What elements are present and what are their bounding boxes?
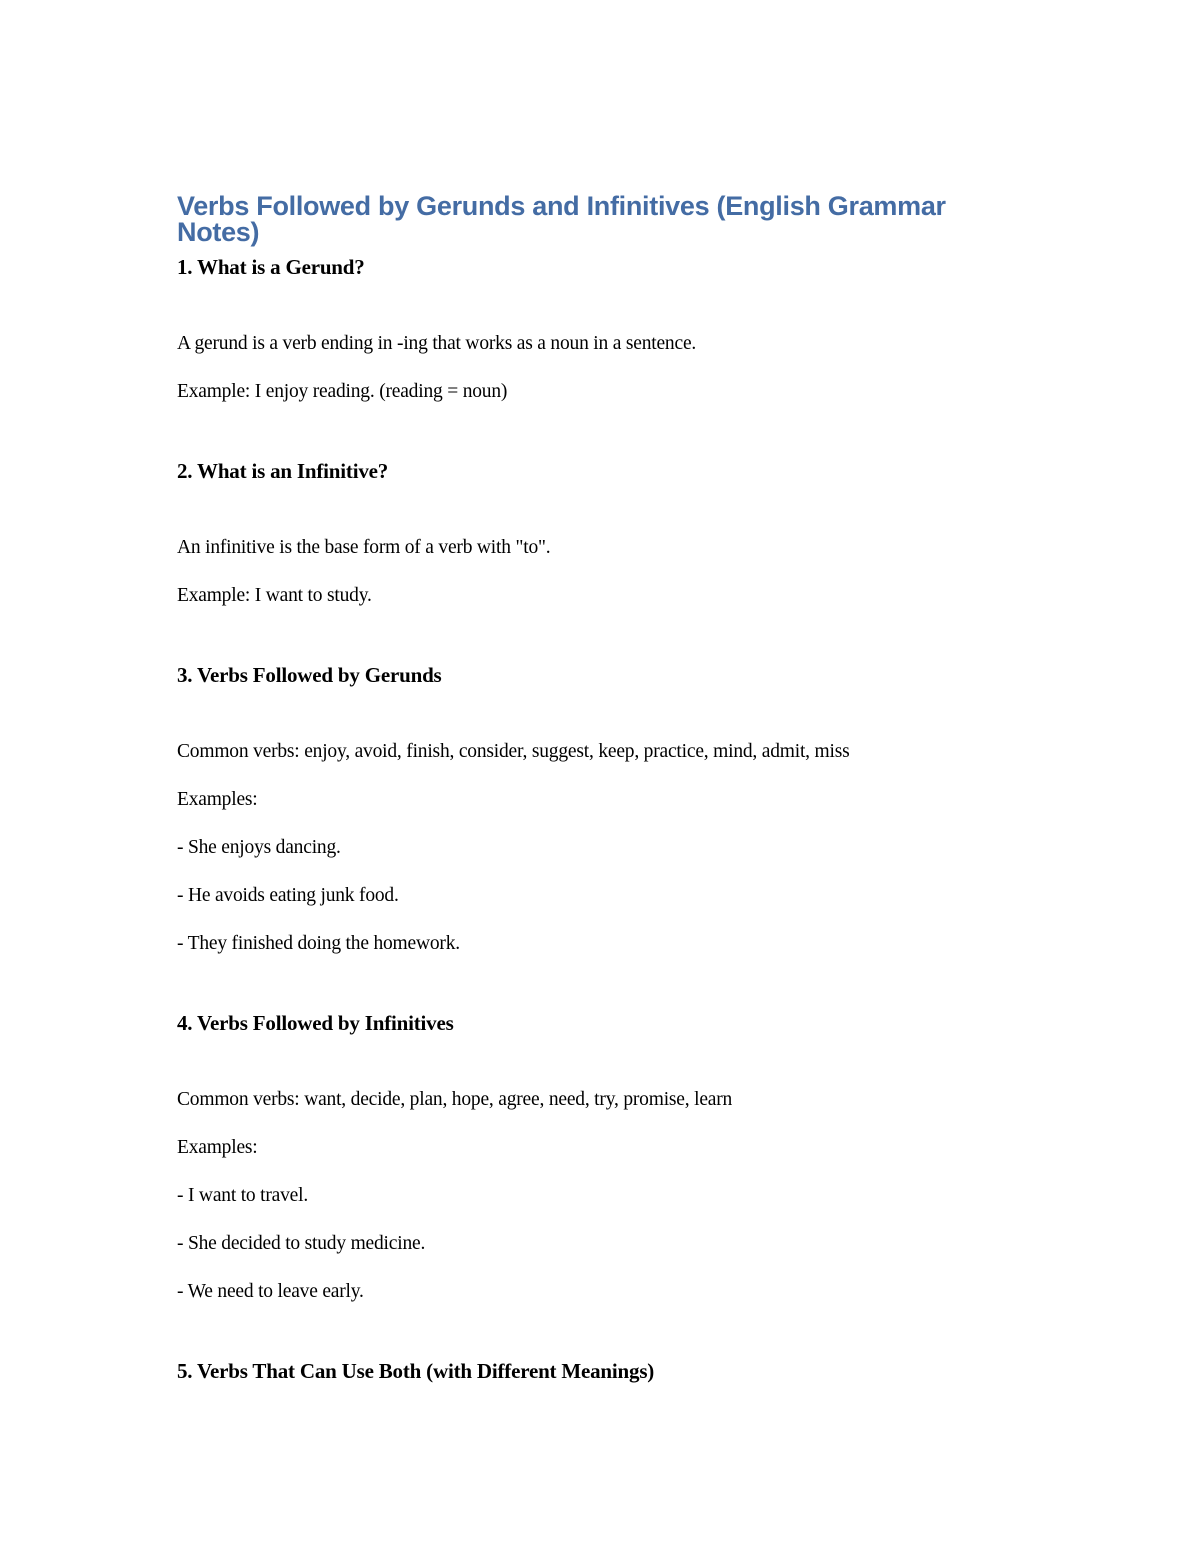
paragraph: - She enjoys dancing. (177, 837, 341, 858)
section-heading: 5. Verbs That Can Use Both (with Different Meanings) (177, 1359, 655, 1383)
section-heading: 3. Verbs Followed by Gerunds (177, 663, 442, 687)
document-title: Verbs Followed by Gerunds and Infinitives (English Grammar Notes) (177, 191, 946, 247)
paragraph: Common verbs: want, decide, plan, hope, agree, need, try, promise, learn (177, 1089, 733, 1110)
section-5 (177, 1361, 1030, 1382)
paragraph: - They finished doing the homework. (177, 933, 460, 954)
paragraph: Example: I enjoy reading. (reading = noun) (177, 381, 508, 402)
section-4 (177, 1013, 1030, 1302)
paragraph: Examples: (177, 789, 258, 810)
section-2 (177, 461, 1030, 606)
paragraph: Examples: (177, 1137, 258, 1158)
document-sections (177, 257, 1030, 1382)
section-1 (177, 257, 1030, 402)
section-heading: 1. What is a Gerund? (177, 255, 365, 279)
paragraph: - We need to leave early. (177, 1281, 364, 1302)
paragraph: Example: I want to study. (177, 585, 372, 606)
section-3 (177, 665, 1030, 954)
paragraph: Common verbs: enjoy, avoid, finish, consider, suggest, keep, practice, mind, admit, miss (177, 741, 850, 762)
paragraph: - He avoids eating junk food. (177, 885, 399, 906)
paragraph: - I want to travel. (177, 1185, 309, 1206)
section-heading: 2. What is an Infinitive? (177, 459, 389, 483)
paragraph: A gerund is a verb ending in -ing that works as a noun in a sentence. (177, 333, 697, 354)
paragraph: An infinitive is the base form of a verb with "to". (177, 537, 551, 558)
paragraph: - She decided to study medicine. (177, 1233, 426, 1254)
section-heading: 4. Verbs Followed by Infinitives (177, 1011, 454, 1035)
